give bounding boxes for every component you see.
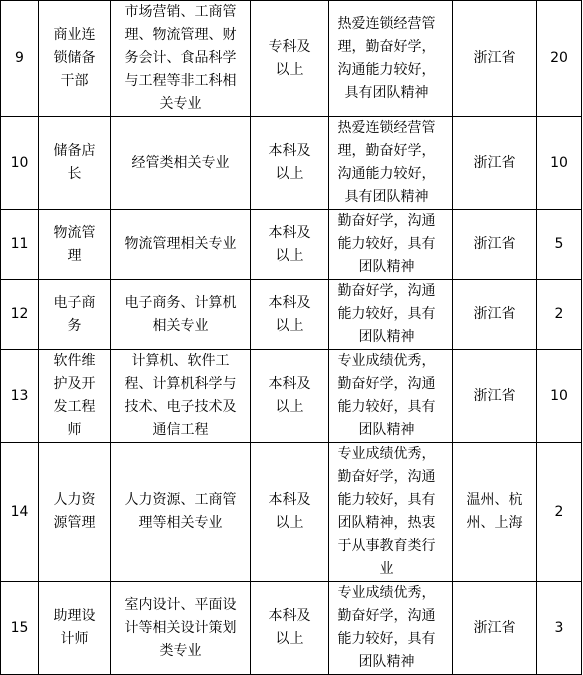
work-location: 浙江省 [473,387,516,404]
headcount: 20 [550,50,568,66]
row-number: 12 [10,306,29,322]
position-name: 商业连 锁储备 干部 [53,27,96,89]
education-level-cell [251,117,329,210]
major-requirement: 市场营销、工商管 理、物流管理、财 务会计、食品科学 与工程等非工科相 关专业 [124,4,237,112]
row-number-cell [1,350,39,443]
education-level: 本科及 以上 [268,224,311,264]
position-name-cell [39,443,111,582]
education-level: 本科及 以上 [268,608,311,647]
education-level-cell [251,280,329,350]
major-requirement: 室内设计、平面设 计等相关设计策划 类专业 [124,596,237,659]
row-number-cell [1,210,39,280]
other-requirements-cell [329,117,453,210]
other-requirements: 专业成绩优秀， 勤奋好学，沟通 能力较好，具有 团队精神 [337,353,436,438]
position-name-cell [39,210,111,280]
headcount: 3 [554,619,564,636]
row-number-cell [1,280,39,350]
headcount-cell [537,350,582,443]
work-location-cell [453,280,537,350]
row-number-cell [1,117,39,210]
work-location-cell [453,582,537,675]
headcount: 10 [550,154,568,171]
major-requirement-cell [111,1,251,117]
position-name: 人力资 源管理 [53,492,96,531]
position-name-cell [39,1,111,117]
table-row [1,1,582,117]
other-requirements-cell [329,350,453,443]
major-requirement: 计算机、软件工 程、计算机科学与 技术、电子技术及 通信工程 [124,353,237,438]
table-body [1,1,582,675]
work-location: 浙江省 [473,236,516,252]
major-requirement-cell [111,117,251,210]
education-level: 专科及 以上 [268,38,311,78]
headcount-cell [537,210,582,280]
table-row [1,280,582,350]
other-requirements: 专业成绩优秀， 勤奋好学，沟通 能力较好，具有 团队精神，热衷 于从事教育类行 业 [337,446,436,577]
work-location-cell [453,350,537,443]
education-level: 本科及 以上 [268,376,311,415]
other-requirements: 专业成绩优秀， 勤奋好学，沟通 能力较好，具有 团队精神 [337,585,436,670]
major-requirement-cell [111,210,251,280]
education-level: 本科及 以上 [268,294,311,334]
major-requirement-cell [111,280,251,350]
position-name: 助理设 计师 [53,608,96,647]
other-requirements-cell [329,443,453,582]
major-requirement-cell [111,350,251,443]
headcount-cell [537,280,582,350]
other-requirements-cell [329,1,453,117]
headcount: 2 [554,306,564,322]
education-level: 本科及 以上 [268,143,311,182]
table-row [1,350,582,443]
position-name-cell [39,582,111,675]
row-number: 13 [10,387,29,404]
row-number: 15 [10,619,29,636]
major-requirement: 人力资源、工商管 理等相关专业 [124,492,237,531]
row-number: 11 [10,236,29,252]
headcount-cell [537,443,582,582]
major-requirement-cell [111,582,251,675]
headcount: 10 [550,387,568,404]
work-location-cell [453,443,537,582]
work-location: 浙江省 [473,154,516,171]
row-number: 14 [10,503,29,520]
work-location: 浙江省 [473,619,516,636]
other-requirements-cell [329,280,453,350]
work-location: 温州、杭 州、上海 [466,492,523,531]
table-row [1,582,582,675]
major-requirement: 物流管理相关专业 [124,236,237,252]
other-requirements: 勤奋好学，沟通 能力较好，具有 团队精神 [337,213,436,275]
row-number-cell [1,582,39,675]
position-name: 物流管 理 [53,224,96,264]
table-row [1,117,582,210]
row-number: 10 [10,154,29,171]
work-location-cell [453,117,537,210]
table-row [1,443,582,582]
position-name-cell [39,280,111,350]
headcount: 5 [554,236,564,252]
education-level-cell [251,350,329,443]
major-requirement: 经管类相关专业 [131,154,230,171]
other-requirements: 热爱连锁经营管 理，勤奋好学， 沟通能力较好， 具有团队精神 [337,15,436,101]
position-name: 软件维 护及开 发工程 师 [53,353,96,438]
education-level-cell [251,582,329,675]
other-requirements-cell [329,210,453,280]
row-number-cell [1,1,39,117]
position-name-cell [39,350,111,443]
other-requirements: 热爱连锁经营管 理，勤奋好学， 沟通能力较好， 具有团队精神 [337,120,436,205]
headcount-cell [537,1,582,117]
headcount: 2 [554,503,564,520]
education-level-cell [251,1,329,117]
work-location: 浙江省 [473,306,516,322]
major-requirement-cell [111,443,251,582]
position-name-cell [39,117,111,210]
position-name: 电子商 务 [53,294,96,334]
row-number: 9 [15,50,24,66]
position-name: 储备店 长 [53,143,96,182]
row-number-cell [1,443,39,582]
headcount-cell [537,582,582,675]
major-requirement: 电子商务、计算机 相关专业 [124,294,237,334]
other-requirements: 勤奋好学，沟通 能力较好，具有 团队精神 [337,283,436,345]
education-level: 本科及 以上 [268,492,311,531]
other-requirements-cell [329,582,453,675]
work-location: 浙江省 [473,50,516,66]
education-level-cell [251,443,329,582]
headcount-cell [537,117,582,210]
table-row [1,210,582,280]
work-location-cell [453,210,537,280]
work-location-cell [453,1,537,117]
education-level-cell [251,210,329,280]
